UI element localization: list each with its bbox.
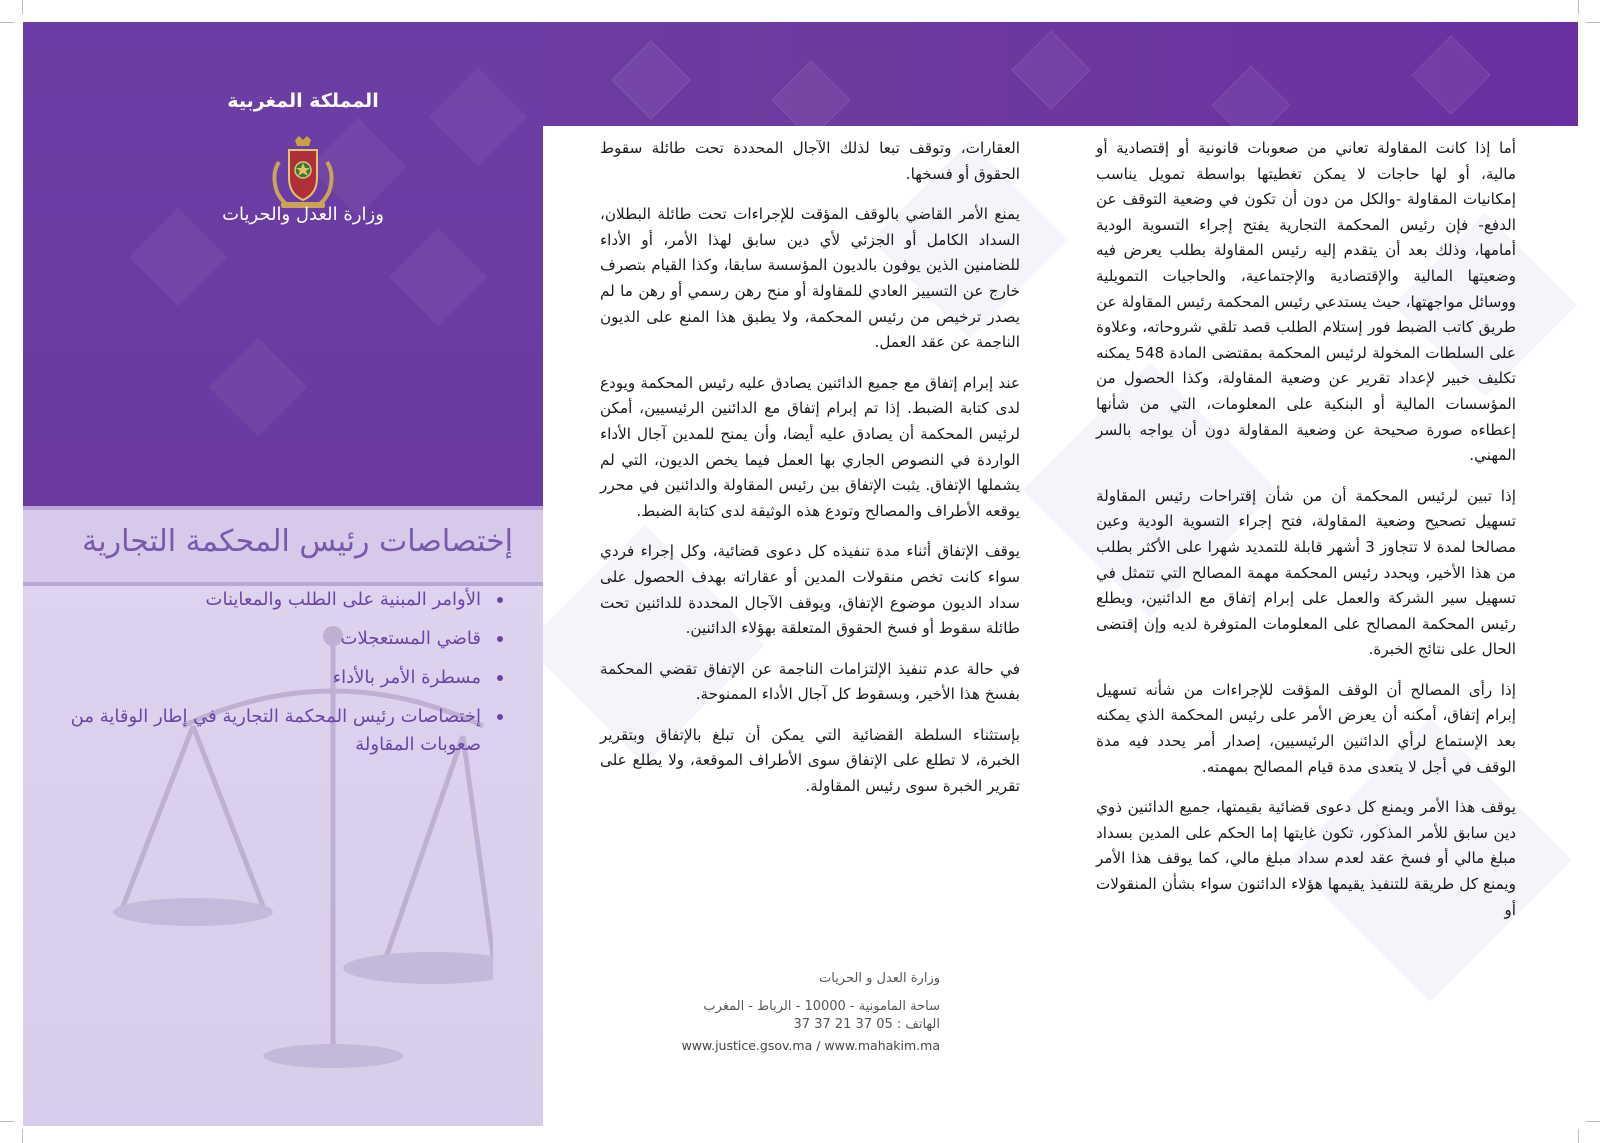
list-panel xyxy=(23,586,543,1126)
decorative-diamond xyxy=(771,60,850,139)
middle-text-column xyxy=(600,136,1020,815)
bullet-icon xyxy=(497,675,503,681)
decorative-diamond xyxy=(209,338,308,437)
paragraph: يوقف هذا الأمر ويمنع كل دعوى قضائية بقيمتها، جميع الدائنين ذوي دين سابق للأمر المذكور، تكون غايتها إما الحكم على المدين بسداد مبلغ مالي أو فسخ عقد لعدم سداد مبلغ مالي، كما يوقف هذا الأمر ويمنع كل طريقة للتنفيذ يقيمها هؤلاء الدائنون سواء بشأن المنقولات أو xyxy=(1096,798,1516,919)
paragraph: يمنع الأمر القاضي بالوقف المؤقت للإجراءات تحت طائلة البطلان، السداد الكامل أو الجزئي لأي دين سابق لهذا الأمر، أو الأداء للضامنين الذين يوفون بالديون المؤسسة سابقا، وكذا القيام بتصرف خارج عن التسيير العادي للمقاولة أو منح رهن رسمي أو رهن ما لم يصدر ترخيص من رئيس المحكمة، ولا يطبق هذا المنع على الديون الناجمة عن عقد العمل. xyxy=(600,205,1020,352)
paragraph: إذا تبين لرئيس المحكمة أن من شأن إقتراحات رئيس المقاولة تسهيل تصحيح وضعية المقاولة، فتح إجراء التسوية الودية وعين مصالحا لمدة لا تتجاوز 3 أشهر قابلة للتمديد شهرا على الأكثر بطلب من هذا الأخير، ويحدد رئيس المحكمة مهمة المصالح التي تتمثل في تسهيل سير الشركة والعمل على إبرام إتفاق مع الدائنين، ويطلع رئيس المحكمة المصالح على المعلومات المتوفرة لديه وإن إقتضى الحال على نتائج الخبرة. xyxy=(1096,486,1516,659)
decorative-diamond xyxy=(1011,30,1090,109)
moroccan-coat-of-arms-icon xyxy=(265,134,341,212)
decorative-diamond xyxy=(389,228,488,327)
contact-phone: 05 37 21 37 37 xyxy=(793,1017,893,1032)
bullet-list xyxy=(63,586,503,770)
bullet-icon xyxy=(497,636,503,642)
paragraph: بإستثناء السلطة القضائية التي يمكن أن تبلغ بالإتفاق وبتقرير الخبرة، لا تطلع على الإتفاق سوى الأطراف الموقعة، ولا يطلع على تقرير الخبرة سوى رئيس المقاولة. xyxy=(600,725,1020,796)
paragraph: عند إبرام إتفاق مع جميع الدائنين يصادق عليه رئيس المحكمة ويودع لدى كتابة الضبط. إذا تم إبرام إتفاق مع الدائنين الرئيسيين، أمكن لرئيس المحكمة أن يصادق عليه أيضا، وأن يمنح للمدين آجال الأداء الواردة في النصوص الجاري بها العمل فيما يخص الديون، التي لم يشملها الإتفاق. يثبت الإتفاق بين رئيس المقاولة والدائنين في محرر يوقعه الأطراف والمصالح وتودع هذه الوثيقة لدى كتابة الضبط. xyxy=(600,373,1020,520)
crop-mark xyxy=(1586,1121,1600,1122)
crop-mark xyxy=(0,22,14,23)
right-text-column xyxy=(1096,136,1516,938)
crop-mark xyxy=(1578,1129,1579,1143)
section-heading-band xyxy=(23,506,543,586)
section-heading: إختصاصات رئيس المحكمة التجارية xyxy=(82,524,513,559)
paragraph: أما إذا كانت المقاولة تعاني من صعوبات قانونية أو إقتصادية أو مالية، أو لها حاجات لا يمكن تغطيتها بواسطة تمويل يناسب إمكانيات المقاولة -والكل من دون أن تكون في وضعية التوقف عن الدفع- فإن رئيس المحكمة التجارية يفتح إجراء التسوية الودية أمامها، وذلك بعد أن يتقدم إليه رئيس المقاولة بطلب يعرض فيه وضعيتها المالية والإقتصادية والإجتماعية، والحاجيات التمويلية ووسائل مواجهتها، حيث يستدعي رئيس المحكمة رئيس المقاولة عن طريق كاتب الضبط فور إستلام الطلب قصد تلقي شروحاته، وعلاوة على السلطات المخولة لرئيس المحكمة بمقتضى المادة 548 يمكنه تكليف خبير لإعداد تقرير عن وضعية المقاولة، وكذا الحصول من المؤسسات المالية أو البنكية على المعلومات، التي من شأنها إعطاءه صورة صحيحة عن وضعية المقاولة دون أن يواجه بالسر المهني. xyxy=(1096,139,1516,465)
contact-block xyxy=(600,970,940,1055)
ministry-title: وزارة العدل والحريات xyxy=(222,204,384,225)
list-item: إختصاصات رئيس المحكمة التجارية في إطار الوقاية من صعوبات المقاولة xyxy=(63,703,503,759)
contact-urls[interactable]: www.justice.gsov.ma / www.mahakim.ma xyxy=(681,1038,940,1053)
contact-address: ساحة المامونية - 10000 - الرباط - المغرب xyxy=(703,999,940,1014)
crop-mark xyxy=(22,0,23,14)
contact-phone-row xyxy=(600,1016,940,1034)
paragraph: إذا رأى المصالح أن الوقف المؤقت للإجراءات من شأنه تسهيل إبرام إتفاق، أمكنه أن يعرض الأمر على رئيس المحكمة الذي يمكنه بعد الإستماع لرأي الدائنين الرئيسيين، إصدار أمر يحدد فيه مدة الوقف في أجل لا يتعدى مدة قيام المصالح بمهمته. xyxy=(1096,680,1516,776)
bullet-icon xyxy=(497,597,503,603)
contact-ministry: وزارة العدل و الحريات xyxy=(819,971,940,986)
paragraph: العقارات، وتوقف تبعا لذلك الآجال المحددة تحت طائلة سقوط الحقوق أو فسخها. xyxy=(600,139,1020,183)
left-header-panel xyxy=(23,22,543,506)
list-item: مسطرة الأمر بالأداء xyxy=(63,664,503,692)
decorative-diamond xyxy=(1211,65,1290,144)
paragraph: يوقف الإتفاق أثناء مدة تنفيذه كل دعوى قضائية، وكل إجراء فردي سواء كانت تخص منقولات المدين أو عقاراته بهدف الحصول على سداد الديون موضوع الإتفاق، ويوقف الآجال المحددة للدائنين تحت طائلة سقوط أو فسخ الحقوق المتعلقة بهؤلاء الدائنين. xyxy=(600,542,1020,638)
decorative-diamond xyxy=(429,68,528,167)
list-item: الأوامر المبنية على الطلب والمعاينات xyxy=(63,586,503,614)
decorative-diamond xyxy=(611,40,690,119)
bullet-icon xyxy=(497,714,503,720)
crop-mark xyxy=(1586,22,1600,23)
crop-mark xyxy=(0,1121,14,1122)
paragraph: في حالة عدم تنفيذ الإلتزامات الناجمة عن الإتفاق تقضي المحكمة بفسخ هذا الأخير، وبسقوط كل آجال الأداء الممنوحة. xyxy=(600,659,1020,704)
crop-mark xyxy=(22,1129,23,1143)
kingdom-title: المملكة المغربية xyxy=(227,90,379,112)
list-item: قاضي المستعجلات xyxy=(63,625,503,653)
decorative-diamond xyxy=(1411,35,1490,114)
crop-mark xyxy=(1578,0,1579,14)
contact-phone-label: الهاتف : xyxy=(896,1017,940,1032)
